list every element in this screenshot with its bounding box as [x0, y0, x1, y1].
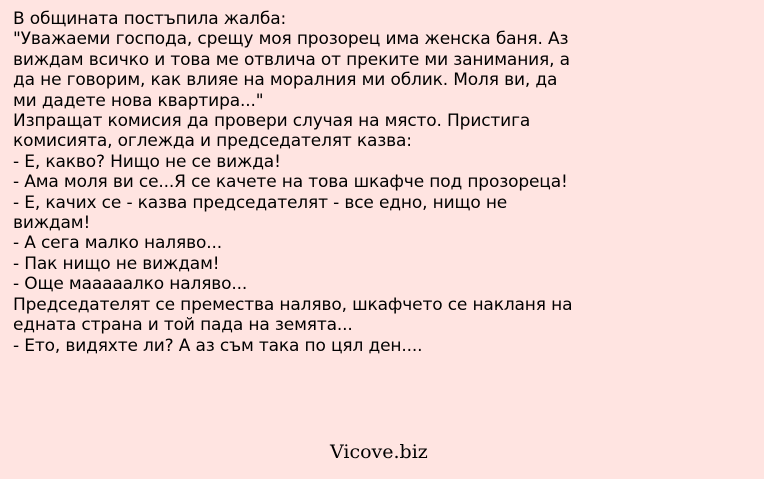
joke-line: едната страна и той пада на земята... [13, 315, 353, 336]
joke-line: Изпращат комисия да провери случая на място. Пристига [13, 111, 531, 132]
joke-line: В общината постъпила жалба: [13, 9, 287, 29]
joke-line: ми дадете нова квартира..." [13, 90, 264, 111]
joke-line: - Пак нищо не виждам! [13, 253, 220, 274]
joke-line: Председателят се премества наляво, шкафчето се накланя на [13, 294, 573, 315]
joke-line: - Ама моля ви се...Я се качете на това шкафче под прозореца! [13, 172, 568, 193]
joke-line: - Ето, видяхте ли? А аз съм така по цял ден.... [13, 335, 423, 356]
joke-line: виждам! [13, 213, 91, 234]
joke-line: - Е, какво? Нищо не се вижда! [13, 151, 281, 172]
joke-line: - А сега малко наляво... [13, 233, 222, 254]
site-watermark: Vicove.biz [330, 441, 428, 463]
joke-line: - Е, качих се - казва председателят - все едно, нищо не [13, 192, 508, 213]
joke-text [13, 9, 753, 356]
joke-line: виждам всичко и това ме отвлича от преките ми занимания, а [13, 49, 570, 70]
joke-line: - Още мааааалко наляво... [13, 274, 248, 295]
joke-line: "Уважаеми господа, срещу моя прозорец има женска баня. Аз [13, 29, 569, 50]
joke-line: комисията, оглежда и председателят казва: [13, 131, 412, 152]
joke-line: да не говорим, как влияе на моралния ми облик. Моля ви, да [13, 70, 558, 91]
